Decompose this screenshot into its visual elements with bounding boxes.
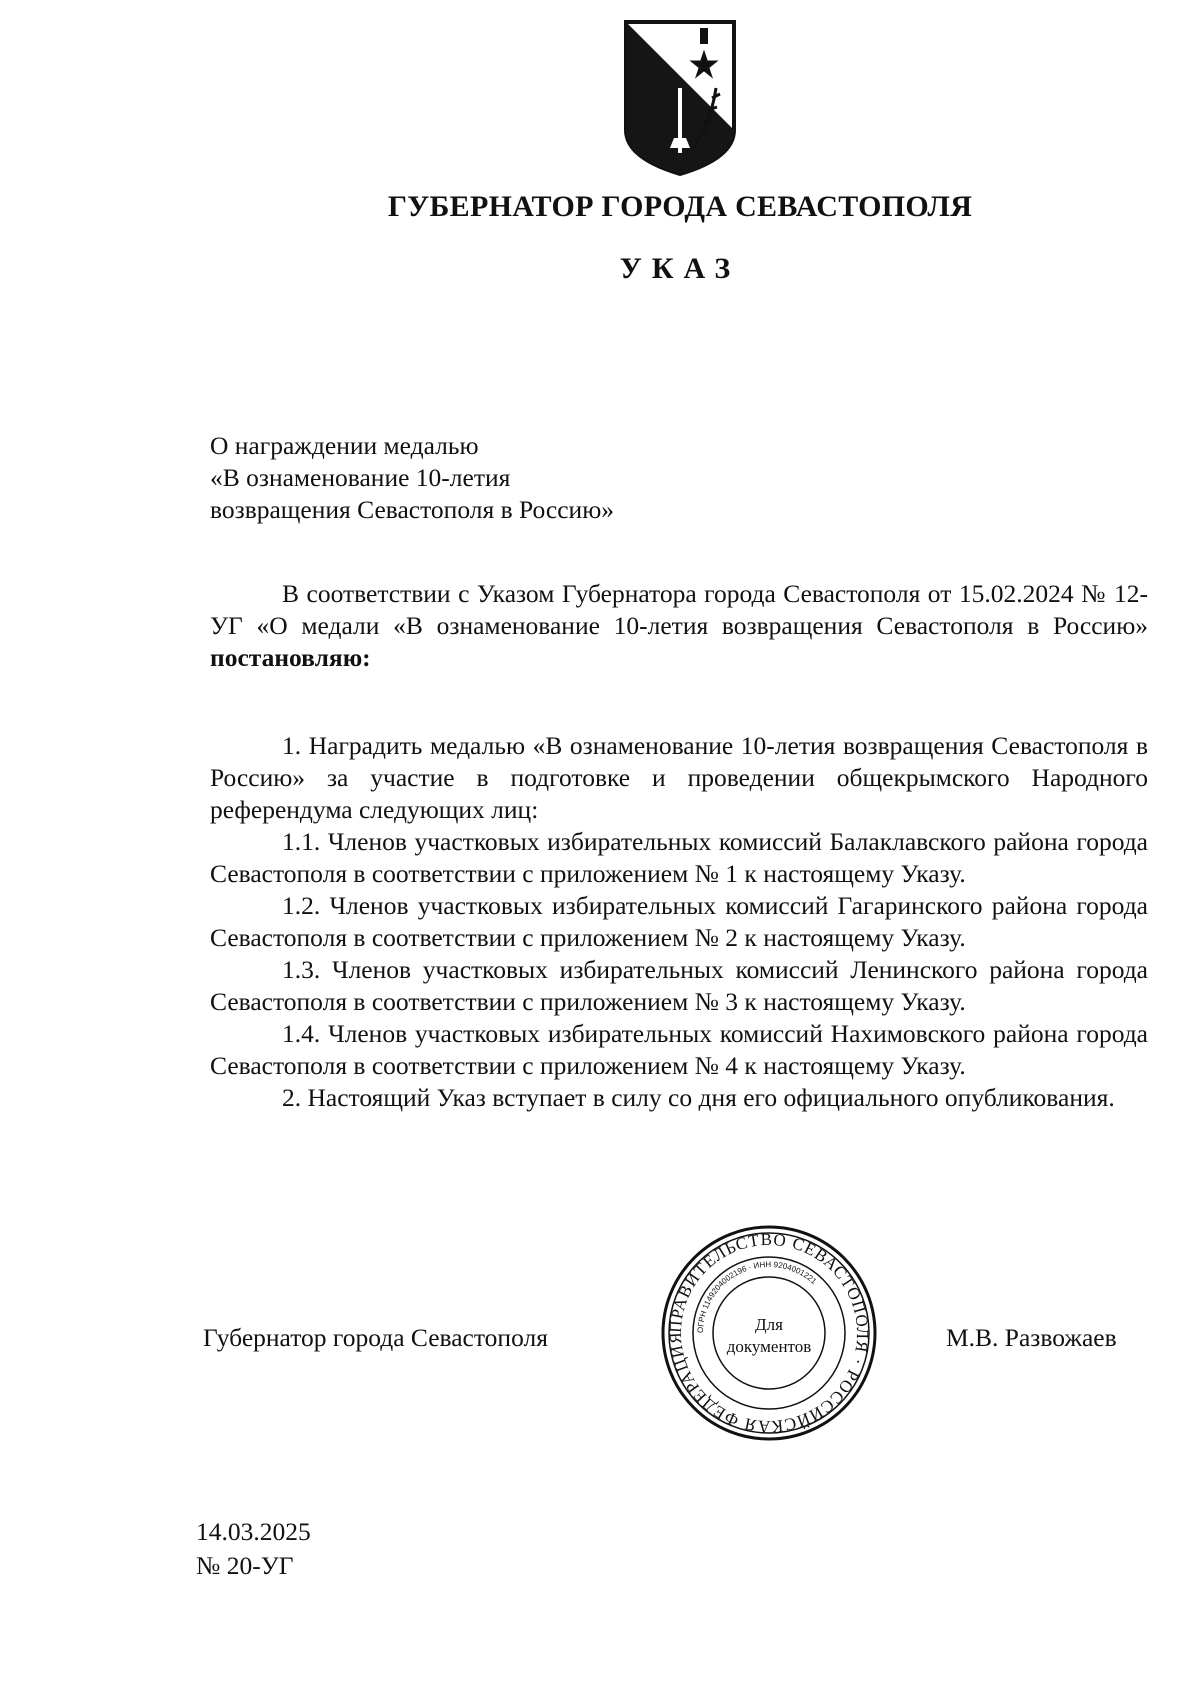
decree-points bbox=[210, 730, 1148, 1114]
seal-center-line-1: Для bbox=[755, 1315, 783, 1334]
decree-point-2: 2. Настоящий Указ вступает в силу со дня его официального опубликования. bbox=[282, 1083, 1115, 1112]
preamble-paragraph bbox=[210, 578, 1148, 674]
subject-line: возвращения Севастополя в Россию» bbox=[210, 495, 615, 524]
decree-point-1-3: 1.3. Членов участковых избирательных комиссий Ленинского района города Севастополя в соответствии с приложением № 3 к настоящему Указу. bbox=[210, 955, 1148, 1016]
subject-line: О награждении медалью bbox=[210, 431, 479, 460]
preamble-text: В соответствии с Указом Губернатора города Севастополя от 15.02.2024 № 12-УГ «О медали «В ознаменование 10-летия возвращения Севастополя в Россию» bbox=[210, 579, 1148, 640]
seal-inner-text: ОГРН 1149204002196 · ИНН 9204001221 bbox=[695, 1259, 819, 1334]
decree-point-1: 1. Наградить медалью «В ознаменование 10-летия возвращения Севастополя в Россию» за участие в подготовке и проведении общекрымского Народного референдума следующих лиц: bbox=[210, 731, 1148, 824]
subject-line: «В ознаменование 10-летия bbox=[210, 463, 511, 492]
document-number: № 20-УГ bbox=[196, 1551, 294, 1580]
signatory-title: Губернатор города Севастополя bbox=[203, 1323, 548, 1352]
preamble-decree-word: постановляю: bbox=[210, 643, 371, 672]
document-date: 14.03.2025 bbox=[196, 1517, 311, 1546]
document-type-heading: УКАЗ bbox=[619, 252, 741, 285]
signatory-name: М.В. Развожаев bbox=[946, 1323, 1117, 1352]
decree-point-1-2: 1.2. Членов участковых избирательных комиссий Гагаринского района города Севастополя в соответствии с приложением № 2 к настоящему Указу. bbox=[210, 891, 1148, 952]
decree-point-1-4: 1.4. Членов участковых избирательных комиссий Нахимовского района города Севастополя в соответствии с приложением № 4 к настоящему Указу. bbox=[210, 1019, 1148, 1080]
issuing-authority-title: ГУБЕРНАТОР ГОРОДА СЕВАСТОПОЛЯ bbox=[387, 190, 973, 223]
decree-point-1-1: 1.1. Членов участковых избирательных комиссий Балаклавского района города Севастополя в соответствии с приложением № 1 к настоящему Указу. bbox=[210, 827, 1148, 888]
document-subject bbox=[210, 430, 810, 526]
seal-outer-text: ПРАВИТЕЛЬСТВО СЕВАСТОПОЛЯ · РОССИЙСКАЯ ФЕДЕРАЦИЯ bbox=[665, 1229, 873, 1437]
sevastopol-coat-of-arms-icon bbox=[620, 18, 740, 178]
seal-center-line-2: документов bbox=[726, 1337, 812, 1356]
official-seal-icon bbox=[658, 1222, 880, 1444]
